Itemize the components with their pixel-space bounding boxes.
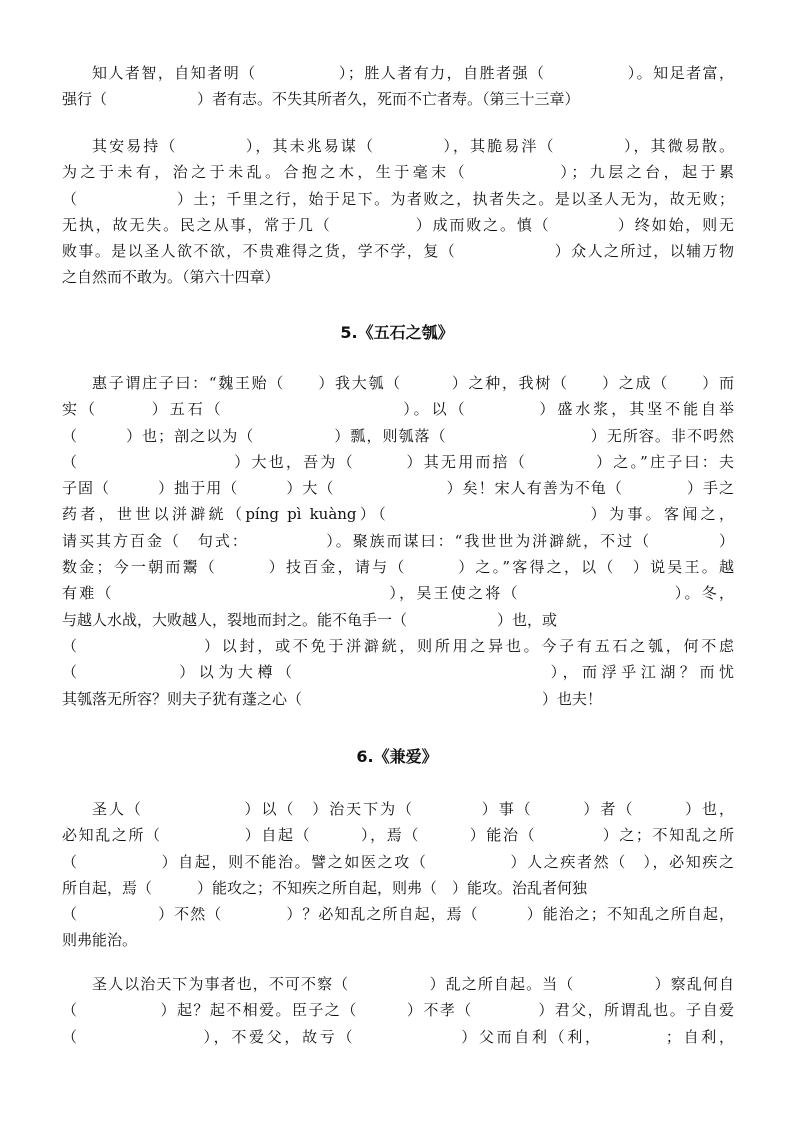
section-title-6: 6.《兼爱》 [356,747,438,766]
paragraph-chapter-64 [62,133,734,291]
text-line: 数金；今一朝而鬻（ ）技百金，请与（ ）之。”客得之，以（ ）说吴王。越 [62,558,734,577]
text-line: （ ）以封，或不免于洴澼絖，则所用之异也。今子有五石之瓠，何不虑 [62,636,734,655]
text-line: 知人者智，自知者明（ ）；胜人者有力，自胜者强（ ）。知足者富， [92,64,734,82]
text-line: （ ）也；剖之以为（ ）瓢，则瓠落（ ）无所容。非不呺然 [62,426,734,445]
text-line: （ ）土；千里之行，始于足下。为者败之，执者失之。是以圣人无为，故无败； [62,189,734,208]
text-line: 与越人水战，大败越人，裂地而封之。能不龟手一（ ）也，或 [62,610,558,629]
text-line: （ ），不爱父，故亏（ ）父而自利（利， ；自利， [62,1027,734,1046]
text-line: 圣人以治天下为事者也，不可不察（ ）乱之所自起。当（ ）察乱何自 [92,975,734,993]
text-line: 其瓠落无所容？则夫子犹有蓬之心（ ）也夫！ [62,689,603,708]
text-line: 实（ ）五石（ ）。以（ ）盛水浆，其坚不能自举 [62,400,734,419]
text-line: （ ）自起，则不能治。譬之如医之攻（ ）人之疾者然（ ），必知疾之 [62,852,734,871]
text-line: （ ）起？起不相爱。臣子之（ ）不孝（ ）君父，所谓乱也。子自爱 [62,1001,734,1020]
paragraph-jian-ai-1 [62,796,734,954]
text-line: 败事。是以圣人欲不欲，不贵难得之货，学不学，复（ ）众人之所过，以辅万物 [62,242,734,261]
section-title-5: 5.《五石之瓠》 [340,323,454,342]
text-line: （ ）不然（ ）？必知乱之所自起，焉（ ）能治之；不知乱之所自起， [62,905,734,924]
text-line: 请买其方百金（ 句式： ）。聚族而谋曰：“我世世为洴澼絖，不过（ ） [62,531,734,550]
text-line: 则弗能治。 [62,931,138,950]
text-line: 为之于未有，治之于未乱。合抱之木，生于毫末（ ）；九层之台，起于累 [62,163,734,182]
text-line: 惠子谓庄子曰：“魏王贻（ ）我大瓠（ ）之种，我树（ ）之成（ ）而 [92,374,734,392]
paragraph-jian-ai-2 [62,971,734,1050]
text-line: 所自起，焉（ ）能攻之；不知疾之所自起，则弗（ ）能攻。治乱者何独 [62,878,588,897]
paragraph-chapter-33 [62,60,734,113]
text-line: 有难（ ），吴王使之将（ ）。冬， [62,584,734,603]
text-line: 其安易持（ ），其未兆易谋（ ），其脆易泮（ ），其微易散。 [92,137,734,155]
text-line: 药者，世世以洴澼絖（píng pì kuàng）（ ）为事。客闻之， [62,505,734,524]
text-line: （ ）大也，吾为（ ）其无用而掊（ ）之。”庄子曰：夫 [62,452,734,471]
text-line: 之自然而不敢为。（第六十四章） [62,268,280,287]
text-line: 必知乱之所（ ）自起（ ），焉（ ）能治（ ）之；不知乱之所 [62,826,734,845]
text-line: 无执，故无失。民之从事，常于几（ ）成而败之。慎（ ）终如始，则无 [62,215,734,234]
text-line: 强行（ ）者有志。不失其所者久，死而不亡者寿。（第三十三章） [62,90,580,109]
paragraph-wu-shi-zhi-hu [62,370,734,712]
text-line: （ ）以为大樽（ ），而浮乎江湖？而忧 [62,663,734,682]
text-line: 圣人（ ）以（ ）治天下为（ ）事（ ）者（ ）也， [92,800,734,818]
text-line: 子固（ ）拙于用（ ）大（ ）矣！宋人有善为不龟（ ）手之 [62,479,734,498]
